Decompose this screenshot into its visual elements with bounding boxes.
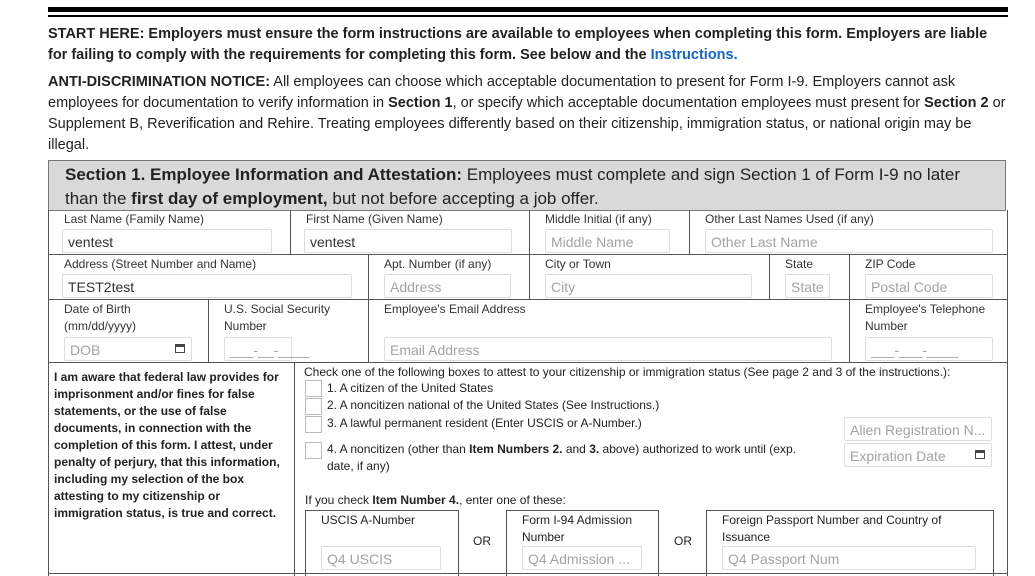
state-input[interactable]: State [785, 274, 830, 298]
passport-label: Foreign Passport Number and Country of Issuance [722, 513, 942, 544]
first-name-label: First Name (Given Name) [306, 212, 443, 226]
phone-input[interactable]: ___-___-____ [865, 337, 993, 361]
attestation-statement: I am aware that federal law provides for imprisonment and/or fines for false statements, or the use of false documents, in connection with the completion of this form. I attest, under penalty of perjury, that this information, including my selection of the box attesting to my citizenship or immigration status, is true and correct. [54, 370, 280, 520]
zip-input[interactable]: Postal Code [865, 274, 993, 298]
passport-input[interactable]: Q4 Passport Num [722, 546, 976, 570]
start-here-notice: START HERE: Employers must ensure the form instructions are available to employees when completing this form. Employers are liable for failing to comply with the requirements for completing this form. See below and the Instructions. [48, 26, 988, 63]
ssn-label: U.S. Social Security Number [224, 302, 331, 333]
city-cell [530, 255, 770, 299]
address-cell [49, 255, 369, 299]
first-name-input[interactable]: ventest [304, 229, 512, 253]
or-separator: OR [473, 534, 491, 548]
status-check-title: Check one of the following boxes to attest to your citizenship or immigration status (See page 2 and 3 of the instructions.): [304, 365, 951, 379]
attestation-section [48, 363, 1008, 576]
instructions-link[interactable]: Instructions. [650, 47, 738, 63]
address-input[interactable]: TEST2test [62, 274, 352, 298]
uscis-box [305, 510, 459, 576]
dob-label: Date of Birth (mm/dd/yyyy) [64, 302, 136, 333]
apt-label: Apt. Number (if any) [384, 257, 492, 271]
last-name-label: Last Name (Family Name) [64, 212, 205, 226]
last-name-cell [49, 210, 291, 254]
phone-cell [850, 300, 1007, 362]
anti-discrimination-notice: ANTI-DISCRIMINATION NOTICE: All employees can choose which acceptable documentation to present for Form I-9. Employers cannot ask employees for documentation to verify information in Section 1, or specify which acceptable documentation employees must present for Section 2 or Supplement B, Reverification and Rehire. Treating employees differently based on their citizenship, immigration status, or national origin may be illegal. [48, 74, 1006, 153]
contact-row [48, 300, 1008, 363]
top-rule-thick [48, 7, 1008, 12]
uscis-label: USCIS A-Number [321, 513, 416, 527]
city-label: City or Town [545, 257, 611, 271]
uscis-input[interactable]: Q4 USCIS [321, 546, 441, 570]
middle-initial-label: Middle Initial (if any) [545, 212, 652, 226]
i94-input[interactable]: Q4 Admission ... [522, 546, 642, 570]
dob-input[interactable]: DOB [64, 337, 192, 361]
zip-cell [850, 255, 1007, 299]
permanent-resident-checkbox[interactable] [305, 416, 322, 433]
email-cell [369, 300, 850, 362]
other-names-label: Other Last Names Used (if any) [705, 212, 874, 226]
calendar-icon[interactable] [175, 344, 185, 353]
zip-label: ZIP Code [865, 257, 916, 271]
address-row [48, 255, 1008, 300]
citizen-option-label: 1. A citizen of the United States [327, 381, 494, 395]
bottom-rule [48, 573, 1008, 574]
i94-box [506, 510, 659, 576]
email-label: Employee's Email Address [384, 302, 526, 316]
name-row [48, 210, 1008, 255]
email-input[interactable]: Email Address [384, 337, 832, 361]
ssn-input[interactable]: ___-__-____ [224, 337, 292, 361]
noncitizen-national-option-label: 2. A noncitizen national of the United States (See Instructions.) [327, 398, 660, 412]
other-names-input[interactable]: Other Last Name [705, 229, 993, 253]
noncitizen-authorized-option-label: 4. A noncitizen (other than Item Numbers 2. and 3. above) authorized to work until (exp. date, if any) [327, 442, 796, 473]
dob-cell [49, 300, 209, 362]
middle-initial-input[interactable]: Middle Name [545, 229, 670, 253]
expiration-date-input[interactable]: Expiration Date [844, 443, 992, 467]
alien-registration-input[interactable]: Alien Registration N... [844, 417, 992, 441]
noncitizen-authorized-checkbox[interactable] [305, 442, 322, 459]
item4-instruction: If you check Item Number 4., enter one of these: [305, 493, 566, 507]
state-label: State [785, 257, 814, 271]
state-cell [770, 255, 850, 299]
other-names-cell [690, 210, 1007, 254]
address-label: Address (Street Number and Name) [64, 257, 257, 271]
permanent-resident-option-label: 3. A lawful permanent resident (Enter USCIS or A-Number.) [327, 416, 642, 430]
ssn-cell [209, 300, 369, 362]
calendar-icon[interactable] [975, 450, 985, 459]
attestation-divider [294, 363, 295, 576]
top-rule-thin [48, 15, 1008, 17]
phone-label: Employee's Telephone Number [865, 302, 986, 333]
middle-initial-cell [530, 210, 690, 254]
apt-cell [369, 255, 530, 299]
noncitizen-national-checkbox[interactable] [305, 398, 322, 415]
i94-label: Form I-94 Admission Number [522, 513, 633, 544]
last-name-input[interactable]: ventest [62, 229, 272, 253]
section1-header: Section 1. Employee Information and Attestation: Employees must complete and sign Section 1 of Form I-9 no later than the first day of employment, but not before accepting a job offer. [48, 160, 1006, 211]
city-input[interactable]: City [545, 274, 752, 298]
apt-input[interactable]: Address [384, 274, 511, 298]
passport-box [706, 510, 994, 576]
first-name-cell [291, 210, 530, 254]
citizen-checkbox[interactable] [305, 380, 322, 397]
or-separator: OR [674, 534, 692, 548]
